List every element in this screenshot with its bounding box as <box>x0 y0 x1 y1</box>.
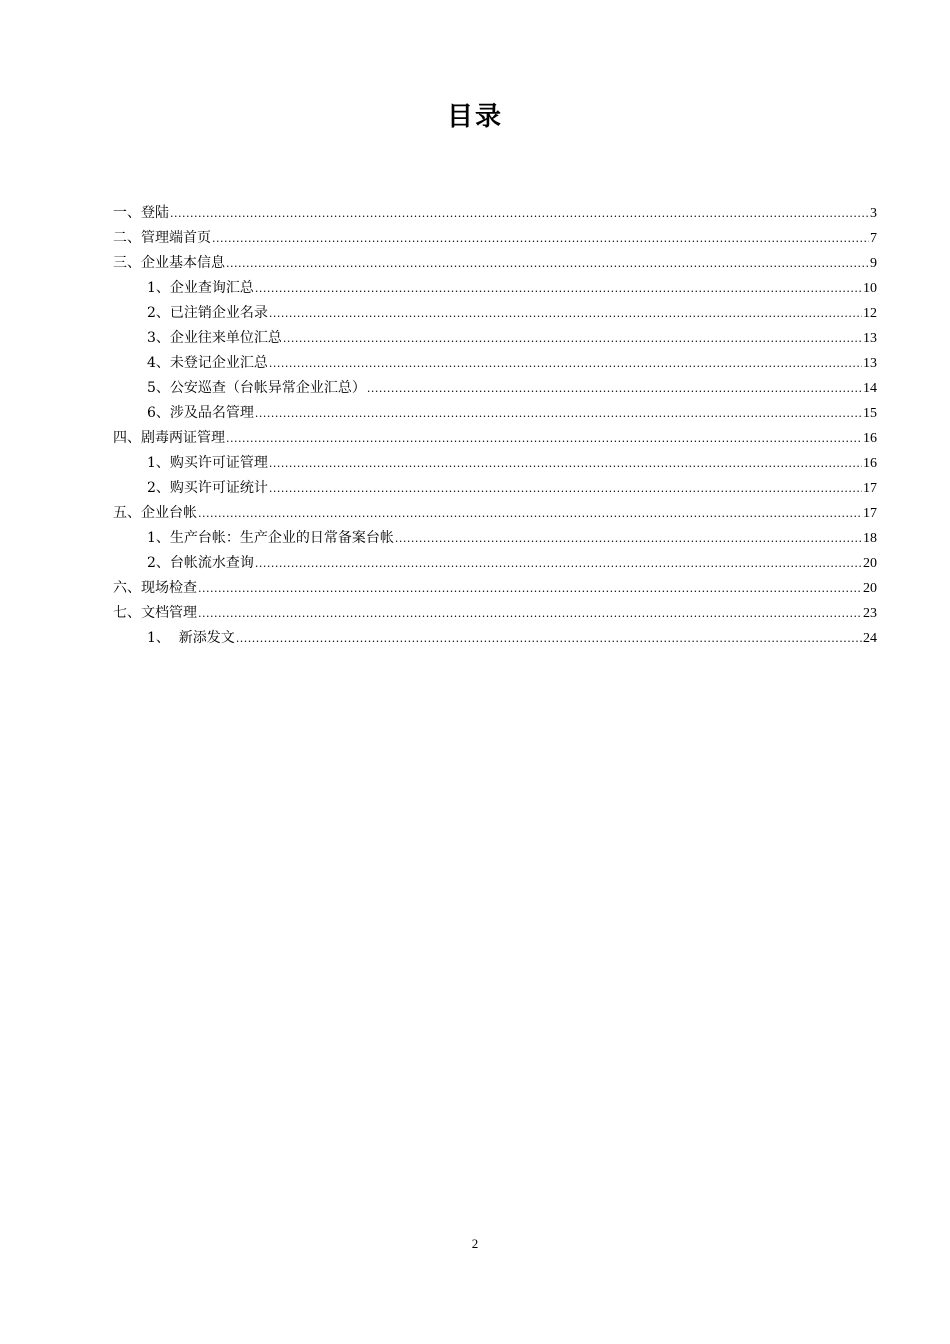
toc-entry-enterprise-query[interactable] <box>113 276 877 301</box>
toc-entry-admin-home[interactable] <box>113 226 877 251</box>
toc-entry-enterprise-ledger[interactable] <box>113 501 877 526</box>
toc-entry-page: 17 <box>863 506 877 521</box>
toc-entry-page: 12 <box>863 306 877 321</box>
toc-dot-leader <box>269 451 862 476</box>
toc-dot-leader <box>226 251 869 276</box>
toc-entry-label: 5、公安巡查（台帐异常企业汇总） <box>147 380 366 396</box>
toc-dot-leader <box>283 326 862 351</box>
toc-dot-leader <box>395 526 862 551</box>
toc-entry-label: 4、未登记企业汇总 <box>147 355 268 371</box>
toc-entry-label: 2、购买许可证统计 <box>147 480 268 496</box>
toc-entry-enterprise-info[interactable] <box>113 251 877 276</box>
toc-dot-leader <box>170 201 869 226</box>
toc-entry-police-patrol[interactable] <box>113 376 877 401</box>
toc-entry-page: 20 <box>863 556 877 571</box>
toc-entry-page: 13 <box>863 331 877 346</box>
toc-entry-site-inspection[interactable] <box>113 576 877 601</box>
toc-dot-leader <box>255 401 862 426</box>
toc-entry-page: 16 <box>863 456 877 471</box>
toc-dot-leader <box>236 626 862 651</box>
toc-entry-permit-statistics[interactable] <box>113 476 877 501</box>
toc-entry-label: 1、企业查询汇总 <box>147 280 254 296</box>
toc-dot-leader <box>198 501 862 526</box>
toc-entry-label: 七、文档管理 <box>113 605 197 621</box>
toc-entry-page: 7 <box>870 231 877 246</box>
table-of-contents <box>113 201 877 651</box>
toc-entry-page: 23 <box>863 606 877 621</box>
toc-entry-permit-management[interactable] <box>113 451 877 476</box>
toc-entry-label: 一、登陆 <box>113 205 169 221</box>
toc-dot-leader <box>367 376 862 401</box>
toc-dot-leader <box>255 551 862 576</box>
toc-entry-label: 六、现场检查 <box>113 580 197 596</box>
toc-entry-label: 6、涉及品名管理 <box>147 405 254 421</box>
toc-entry-label: 1、购买许可证管理 <box>147 455 268 471</box>
toc-entry-label: 二、管理端首页 <box>113 230 211 246</box>
toc-entry-label: 3、企业往来单位汇总 <box>147 330 282 346</box>
toc-entry-page: 15 <box>863 406 877 421</box>
toc-dot-leader <box>255 276 862 301</box>
toc-entry-label: 1、 新添发文 <box>147 630 235 646</box>
toc-entry-page: 9 <box>870 256 877 271</box>
toc-entry-product-names[interactable] <box>113 401 877 426</box>
toc-entry-unregistered[interactable] <box>113 351 877 376</box>
toc-entry-document-management[interactable] <box>113 601 877 626</box>
toc-entry-label: 五、企业台帐 <box>113 505 197 521</box>
toc-entry-label: 三、企业基本信息 <box>113 255 225 271</box>
toc-entry-ledger-query[interactable] <box>113 551 877 576</box>
toc-entry-label: 2、已注销企业名录 <box>147 305 268 321</box>
toc-entry-login[interactable] <box>113 201 877 226</box>
toc-entry-page: 18 <box>863 531 877 546</box>
toc-dot-leader <box>198 601 862 626</box>
toc-dot-leader <box>212 226 869 251</box>
page-number: 2 <box>471 1236 479 1251</box>
toc-dot-leader <box>269 476 862 501</box>
toc-entry-page: 20 <box>863 581 877 596</box>
toc-entry-page: 14 <box>863 381 877 396</box>
toc-dot-leader <box>269 301 862 326</box>
toc-entry-page: 10 <box>863 281 877 296</box>
toc-entry-toxic-permits[interactable] <box>113 426 877 451</box>
toc-entry-label: 四、剧毒两证管理 <box>113 430 225 446</box>
toc-entry-partner-units[interactable] <box>113 326 877 351</box>
toc-entry-page: 3 <box>870 206 877 221</box>
toc-entry-label: 2、台帐流水查询 <box>147 555 254 571</box>
toc-entry-page: 13 <box>863 356 877 371</box>
toc-dot-leader <box>269 351 862 376</box>
toc-entry-page: 16 <box>863 431 877 446</box>
toc-entry-label: 1、生产台帐：生产企业的日常备案台帐 <box>147 530 394 546</box>
toc-entry-new-dispatch[interactable] <box>113 626 877 651</box>
page-title: 目录 <box>446 102 503 132</box>
toc-dot-leader <box>198 576 862 601</box>
toc-entry-cancelled-enterprises[interactable] <box>113 301 877 326</box>
toc-entry-page: 17 <box>863 481 877 496</box>
toc-entry-page: 24 <box>863 631 877 646</box>
toc-entry-production-ledger[interactable] <box>113 526 877 551</box>
toc-dot-leader <box>226 426 862 451</box>
